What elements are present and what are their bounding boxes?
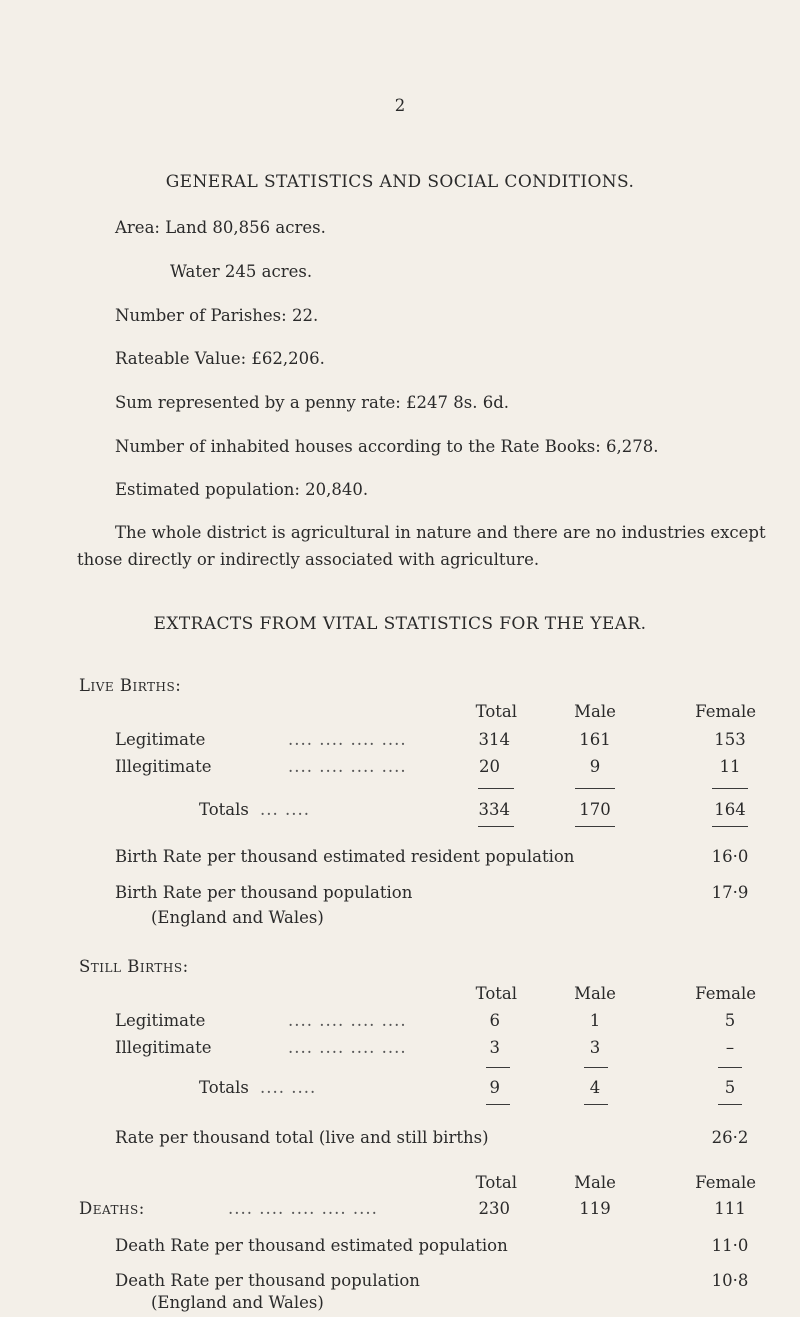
area-land: Area: Land 80,856 acres. — [115, 218, 326, 237]
live-total-rule-bottom — [478, 826, 514, 827]
page-number: 2 — [394, 96, 406, 115]
live-row-illegitimate-female: 11 — [719, 757, 741, 776]
still-totals-male: 4 — [589, 1078, 601, 1097]
live-births-heading: Live Births: — [79, 676, 182, 695]
rateable-value: Rateable Value: £62,206. — [115, 349, 325, 368]
live-female-rule-bottom — [712, 826, 748, 827]
live-total-rule — [478, 788, 514, 789]
extracts-heading: EXTRACTS FROM VITAL STATISTICS FOR THE YEAR. — [153, 614, 647, 634]
deaths-dots: .... .... .... .... .... — [228, 1199, 378, 1218]
birth-rate-value: 16·0 — [711, 847, 749, 866]
paragraph-line-2: those directly or indirectly associated with agriculture. — [77, 550, 540, 569]
still-total-rule — [486, 1067, 510, 1068]
live-col-total: Total — [475, 702, 517, 721]
parishes: Number of Parishes: 22. — [115, 306, 319, 325]
still-totals-label: Totals — [199, 1078, 249, 1097]
live-row-illegitimate-label: Illegitimate — [115, 757, 212, 776]
live-col-male: Male — [574, 702, 616, 721]
paragraph-line-1: The whole district is agricultural in nature and there are no industries except — [115, 523, 766, 542]
birth-rate-ew-label-1: Birth Rate per thousand population — [115, 883, 413, 902]
still-row-legitimate-dots: .... .... .... .... — [288, 1011, 407, 1030]
birth-rate-ew-label-2: (England and Wales) — [151, 908, 324, 927]
still-row-legitimate-female: 5 — [724, 1011, 736, 1030]
live-row-legitimate-male: 161 — [579, 730, 611, 749]
still-col-total: Total — [475, 984, 517, 1003]
still-male-rule — [584, 1067, 608, 1068]
birth-rate-ew-value: 17·9 — [711, 883, 749, 902]
live-row-illegitimate-total: 20 — [479, 757, 500, 776]
death-rate-ew-label-1: Death Rate per thousand population — [115, 1271, 420, 1290]
still-male-rule-bottom — [584, 1104, 608, 1105]
still-female-rule — [718, 1067, 742, 1068]
still-rate-label: Rate per thousand total (live and still births) — [115, 1128, 489, 1147]
live-row-legitimate-female: 153 — [714, 730, 746, 749]
still-births-heading: Still Births: — [79, 957, 189, 976]
deaths-heading: Deaths: — [79, 1199, 145, 1218]
live-totals-male: 170 — [579, 800, 611, 819]
still-row-legitimate-total: 6 — [489, 1011, 500, 1030]
still-row-illegitimate-dots: .... .... .... .... — [288, 1038, 407, 1057]
still-total-rule-bottom — [486, 1104, 510, 1105]
still-col-male: Male — [574, 984, 616, 1003]
death-rate-label: Death Rate per thousand estimated population — [115, 1236, 508, 1255]
penny-rate: Sum represented by a penny rate: £247 8s. 6d. — [115, 393, 510, 412]
still-row-legitimate-male: 1 — [589, 1011, 601, 1030]
live-col-female: Female — [695, 702, 756, 721]
live-totals-dots: ... .... — [260, 800, 310, 819]
still-totals-total: 9 — [489, 1078, 500, 1097]
still-totals-dots: .... .... — [260, 1078, 317, 1097]
live-male-rule — [575, 788, 615, 789]
live-row-legitimate-dots: .... .... .... .... — [288, 730, 407, 749]
live-row-illegitimate-dots: .... .... .... .... — [288, 757, 407, 776]
live-totals-female: 164 — [714, 800, 746, 819]
still-rate-value: 26·2 — [711, 1128, 749, 1147]
deaths-col-female: Female — [695, 1173, 756, 1192]
deaths-total: 230 — [478, 1199, 510, 1218]
birth-rate-label: Birth Rate per thousand estimated resident population — [115, 847, 575, 866]
live-male-rule-bottom — [575, 826, 615, 827]
death-rate-value: 11·0 — [711, 1236, 749, 1255]
live-row-illegitimate-male: 9 — [589, 757, 601, 776]
live-totals-label: Totals — [199, 800, 249, 819]
inhabited-houses: Number of inhabited houses according to the Rate Books: 6,278. — [115, 437, 659, 456]
still-row-illegitimate-female: – — [725, 1038, 735, 1057]
death-rate-ew-label-2: (England and Wales) — [151, 1293, 324, 1312]
deaths-col-total: Total — [475, 1173, 517, 1192]
page-title: GENERAL STATISTICS AND SOCIAL CONDITIONS. — [165, 172, 635, 192]
deaths-female: 111 — [714, 1199, 746, 1218]
estimated-population: Estimated population: 20,840. — [115, 480, 369, 499]
deaths-col-male: Male — [574, 1173, 616, 1192]
still-col-female: Female — [695, 984, 756, 1003]
still-totals-female: 5 — [724, 1078, 736, 1097]
live-totals-total: 334 — [478, 800, 510, 819]
live-female-rule — [712, 788, 748, 789]
deaths-male: 119 — [579, 1199, 611, 1218]
live-row-legitimate-label: Legitimate — [115, 730, 206, 749]
still-row-illegitimate-male: 3 — [589, 1038, 601, 1057]
still-female-rule-bottom — [718, 1104, 742, 1105]
live-row-legitimate-total: 314 — [478, 730, 510, 749]
still-row-illegitimate-label: Illegitimate — [115, 1038, 212, 1057]
death-rate-ew-value: 10·8 — [711, 1271, 749, 1290]
still-row-illegitimate-total: 3 — [489, 1038, 500, 1057]
still-row-legitimate-label: Legitimate — [115, 1011, 206, 1030]
area-water: Water 245 acres. — [170, 262, 313, 281]
